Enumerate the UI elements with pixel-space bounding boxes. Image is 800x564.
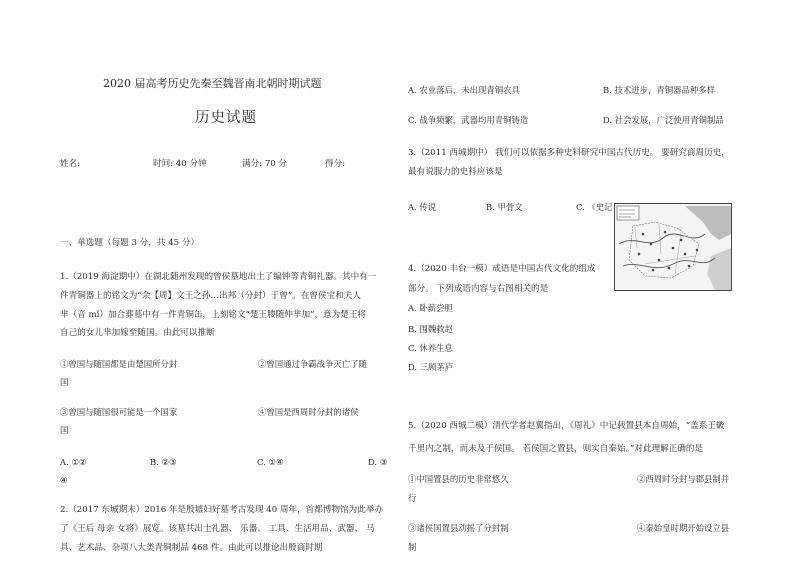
q2-choice-d[interactable]: D. 社会发展，广泛使用青铜制品 — [603, 115, 724, 125]
total-score-label: 满分: 70 分 — [242, 159, 288, 169]
q1-statement-3: ③曾国与随国很可能是一个国家 — [60, 407, 178, 417]
q5-text-line: 5.（2020 西城二模）清代学者赵翼指出，《周礼》中记载置县本自周始，“盖系王畿 — [408, 421, 725, 431]
q3-text-line: 3.（2011 西城期中） 我们可以依据多种史料研究中国古代历史。 要研究商周历史， — [408, 148, 730, 158]
exam-title: 2020 届高考历史先秦至魏晋南北朝时期试题 — [103, 77, 322, 90]
q5-statement-3-cont: 制 — [408, 542, 417, 552]
q1-statement-2-cont: 国 — [60, 377, 69, 387]
q1-statement-4-cont: 国 — [60, 425, 69, 435]
q1-choice-b[interactable]: B. ②③ — [150, 457, 177, 467]
score-field-label: 得分: — [325, 159, 346, 169]
q3-choice-c[interactable]: C. 《史记 — [576, 202, 613, 212]
q1-text-line: 1.（2019 海淀期中）在湖北随州发现的曾侯墓地出土了编钟等青铜礼器。其中有一 — [60, 272, 377, 282]
q2-text-line: 了《王后 母亲 女将》展览。该墓共出土礼器、 乐器、 工具、生活用品、武器、 马 — [60, 524, 375, 534]
q2-choice-a[interactable]: A. 农业落后，未出现青铜农具 — [408, 85, 520, 95]
q4-choice-d[interactable]: D. 三顾茅庐 — [408, 362, 454, 372]
q1-choice-d-cont: ④ — [60, 475, 68, 485]
q4-choice-a[interactable]: A. 卧薪尝胆 — [408, 303, 453, 313]
exam-subtitle: 历史试题 — [195, 110, 257, 126]
q4-choice-b[interactable]: B. 围魏救赵 — [408, 324, 453, 334]
name-field-label: 姓名: — [60, 159, 81, 169]
q3-choice-b[interactable]: B. 甲骨文 — [486, 202, 523, 212]
q1-statement-4: ④曾国是西周时分封的诸侯 — [258, 407, 359, 417]
q5-text-line: 千里内之制，而未及于侯国。 若侯国之置县，则实自秦始。”对此理解正确的是 — [408, 444, 704, 454]
q3-text-line: 最有说服力的史料应该是 — [408, 167, 503, 177]
time-label: 时间: 40 分钟 — [153, 159, 207, 169]
q4-text-line: 部分。 下列成语内容与右图相关的是 — [408, 284, 549, 294]
q5-statement-2: ②西周时分封与郡县制并 — [637, 474, 730, 484]
q5-statement-4: ④秦始皇时期开始设立县 — [637, 523, 730, 533]
q2-choice-b[interactable]: B. 技术进步，青铜器品种多样 — [603, 85, 715, 95]
q1-statement-2: ②曾国通过争霸战争灭亡了随 — [258, 359, 367, 369]
q3-choice-a[interactable]: A. 传说 — [408, 202, 437, 212]
q1-statement-1: ①曾国与随国都是由楚国所分封 — [60, 359, 178, 369]
q5-statement-1: ①中国置县的历史非常悠久 — [408, 474, 509, 484]
q1-text-line: 芈（音 mǐ）加合葬墓中有一件青铜缶，上刻铭文“楚王媵随仲芈加”，意为楚王将 — [60, 310, 367, 320]
q5-statement-3: ③诸侯国置县动摇了分封制 — [408, 523, 509, 533]
q1-text-line: 件青铜器上的铭文为“余【周】文王之孙…出邦（分封）于曾”。在曾侯宝和夫人 — [60, 291, 361, 301]
q2-text-line: 2.（2017 东城期末）2016 年是殷墟妇好墓考古发现 40 周年，首都博物馆为此举办 — [60, 505, 384, 515]
q4-text-line: 4.（2020 丰台一模）成语是中国古代文化的组成 — [408, 264, 596, 274]
q1-choice-d[interactable]: D. ③ — [368, 457, 388, 467]
historical-map-figure — [614, 203, 732, 291]
q1-choice-c[interactable]: C. ①④ — [257, 457, 284, 467]
q1-text-line: 自己的女儿芈加嫁至随国。由此可以推断 — [60, 328, 215, 338]
q5-statement-2-cont: 行 — [408, 493, 417, 503]
q1-choice-a[interactable]: A. ①② — [60, 457, 87, 467]
q2-text-line: 具、艺术品、杂项八大类青铜制品 468 件。由此可以推论出殷商时期 — [60, 543, 323, 553]
q4-choice-c[interactable]: C. 休养生息 — [408, 343, 453, 353]
q2-choice-c[interactable]: C. 战争频繁，武器均用青铜铸造 — [408, 115, 529, 125]
section-heading: 一、单选题（每题 3 分，共 45 分） — [60, 238, 200, 248]
